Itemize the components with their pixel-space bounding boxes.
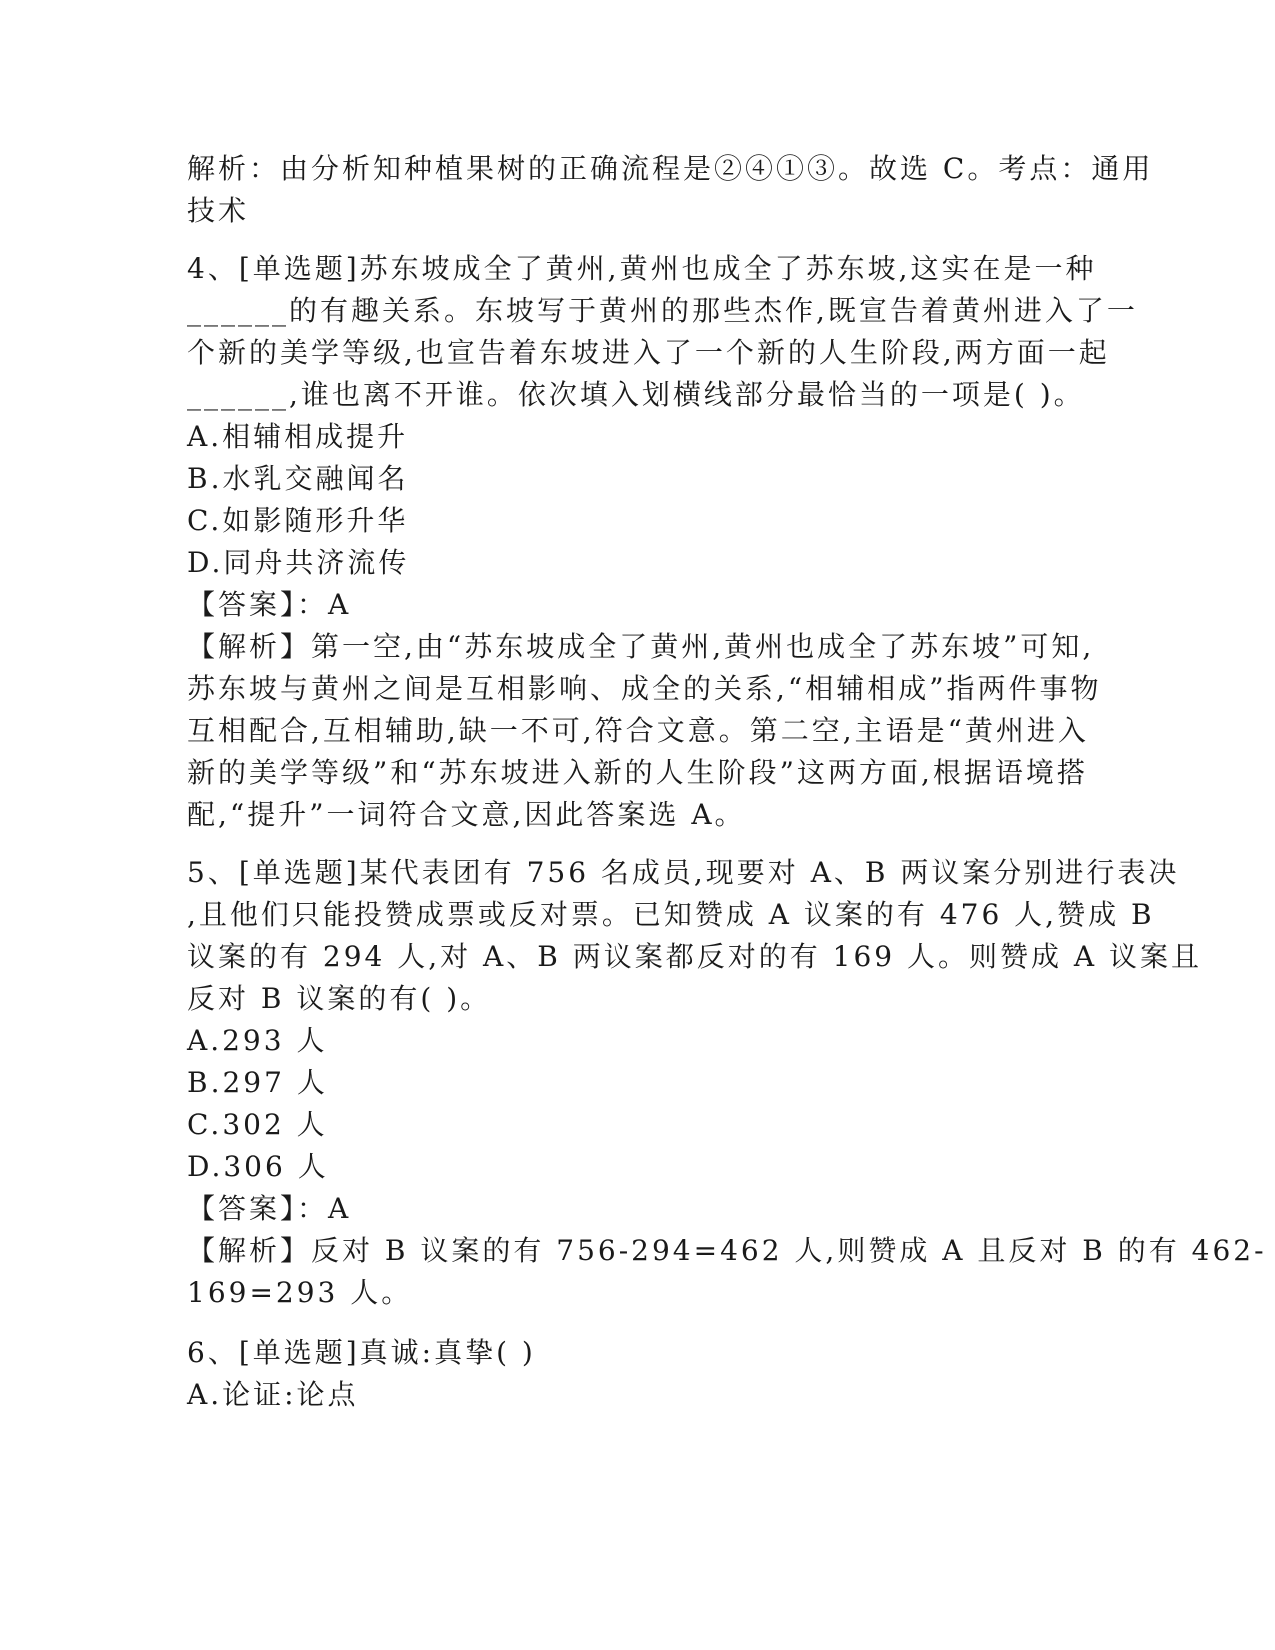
question-stem	[187, 1332, 1087, 1374]
text-line: 【解析】第一空,由“苏东坡成全了黄州,黄州也成全了苏东坡”可知,	[187, 630, 1095, 663]
text-line: 互相配合,互相辅助,缺一不可,符合文意。第二空,主语是“黄州进入	[187, 714, 1089, 747]
option-b: B.水乳交融闻名	[187, 462, 409, 495]
option-d: D.同舟共济流传	[187, 546, 410, 579]
text-line: ______,谁也离不开谁。依次填入划横线部分最恰当的一项是( )。	[187, 378, 1085, 411]
text-line: 169=293 人。	[187, 1276, 413, 1309]
spacer	[187, 836, 1087, 852]
answer: 【答案】：A	[187, 588, 352, 621]
answer: 【答案】：A	[187, 1192, 352, 1225]
question-5	[187, 852, 1267, 1314]
prev-explanation	[187, 148, 1154, 232]
text-line: ______的有趣关系。东坡写于黄州的那些杰作,既宣告着黄州进入了一	[187, 294, 1138, 327]
question-4	[187, 248, 1138, 836]
text-line: 6、[单选题]真诚:真挚( )	[187, 1336, 536, 1369]
spacer	[187, 1314, 1087, 1332]
spacer	[187, 232, 1087, 248]
option-a: A.论证:论点	[187, 1378, 359, 1411]
option-a: A.293 人	[187, 1024, 328, 1057]
text-line: 苏东坡与黄州之间是互相影响、成全的关系,“相辅相成”指两件事物	[187, 672, 1102, 705]
text-line: ,且他们只能投赞成票或反对票。已知赞成 A 议案的有 476 人,赞成 B	[187, 898, 1155, 931]
option-b: B.297 人	[187, 1066, 328, 1099]
option-c: C.如影随形升华	[187, 504, 409, 537]
question-options	[187, 1374, 1087, 1416]
text-line: 【解析】反对 B 议案的有 756-294=462 人,则赞成 A 且反对 B 的有 462-	[187, 1234, 1267, 1267]
question-options	[187, 1020, 1087, 1188]
text-line: 新的美学等级”和“苏东坡进入新的人生阶段”这两方面,根据语境搭	[187, 756, 1088, 789]
text-line: 解析：由分析知种植果树的正确流程是②④①③。故选 C。考点：通用	[187, 152, 1154, 185]
question-options	[187, 416, 1087, 584]
text-line: 配,“提升”一词符合文意,因此答案选 A。	[187, 798, 746, 831]
analysis	[187, 1230, 1267, 1314]
text-line: 个新的美学等级,也宣告着东坡进入了一个新的人生阶段,两方面一起	[187, 336, 1110, 369]
page-content	[187, 148, 1267, 1416]
question-stem	[187, 852, 1203, 1020]
text-line: 技术	[187, 194, 250, 227]
text-line: 议案的有 294 人,对 A、B 两议案都反对的有 169 人。则赞成 A 议案且	[187, 940, 1203, 973]
option-d: D.306 人	[187, 1150, 329, 1183]
option-c: C.302 人	[187, 1108, 328, 1141]
text-line: 5、[单选题]某代表团有 756 名成员,现要对 A、B 两议案分别进行表决	[187, 856, 1180, 889]
analysis	[187, 626, 1102, 836]
text-line: 反对 B 议案的有( )。	[187, 982, 492, 1015]
question-6	[187, 1332, 1087, 1416]
option-a: A.相辅相成提升	[187, 420, 409, 453]
text-line: 4、[单选题]苏东坡成全了黄州,黄州也成全了苏东坡,这实在是一种	[187, 252, 1097, 285]
question-stem	[187, 248, 1138, 416]
